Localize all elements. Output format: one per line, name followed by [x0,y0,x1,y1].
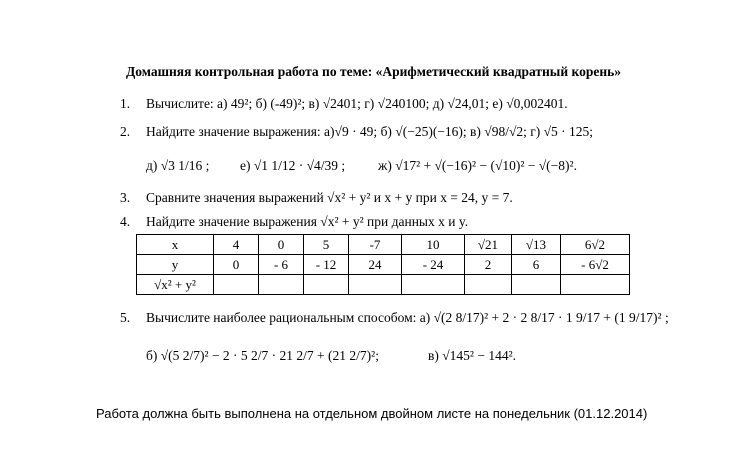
table-cell-empty [465,275,512,295]
table-cell: -7 [349,235,402,255]
table-cell-empty [304,275,349,295]
task-2-item-e: е) √1 1/12 · √4/39 ; [240,158,346,173]
task-2-line-1 [120,124,593,140]
table-cell-empty [259,275,304,295]
task-3-number: 3. [120,190,131,205]
task-5-text: Вычислите наиболее рациональным способом: а) √(2 8/17)² + 2 · 2 8/17 · 1 9/17 + (1 9/17)² ; [146,310,669,325]
task-3-text: Сравните значения выражений √x² + y² и x + y при x = 24, y = 7. [146,190,513,205]
table-cell: √21 [465,235,512,255]
table-cell: 10 [402,235,465,255]
task-3 [120,190,513,206]
table-cell-empty [561,275,630,295]
table-cell: - 6√2 [561,255,630,275]
footer-note: Работа должна быть выполнена на отдельном двойном листе на понедельник (01.12.2014) [96,406,648,421]
task-5-item-v: в) √145² − 144². [428,348,516,363]
table-cell: 0 [259,235,304,255]
table-row-x [137,235,630,255]
task-4-number: 4. [120,214,131,229]
task-4-text: Найдите значение выражения √x² + y² при данных x и y. [146,214,469,229]
table-cell: √13 [512,235,561,255]
table-header-y: y [137,255,214,275]
task-5-item-b: б) √(5 2/7)² − 2 · 5 2/7 · 21 2/7 + (21 2/7)²; [146,348,379,363]
page-title: Домашняя контрольная работа по теме: «Арифметический квадратный корень» [126,64,621,79]
task-1-number: 1. [120,96,131,111]
task-5-number: 5. [120,310,131,325]
table-cell: 24 [349,255,402,275]
table-cell: 6√2 [561,235,630,255]
values-table [136,234,630,295]
task-1 [120,96,568,112]
table-header-x: x [137,235,214,255]
table-row-y [137,255,630,275]
task-4 [120,214,468,230]
table-row-expression [137,275,630,295]
table-cell-empty [214,275,259,295]
table-cell: - 12 [304,255,349,275]
task-5-line-1 [120,310,669,326]
task-1-text: Вычислите: а) 49²; б) (-49)²; в) √2401; г) √240100; д) √24,01; е) √0,002401. [146,96,568,111]
table-cell-empty [349,275,402,295]
table-cell: 6 [512,255,561,275]
task-2-item-d: д) √3 1/16 ; [146,158,210,173]
table-cell: 4 [214,235,259,255]
table-cell: 2 [465,255,512,275]
table-cell: - 24 [402,255,465,275]
table-cell: 0 [214,255,259,275]
task-2-number: 2. [120,124,131,139]
table-cell: - 6 [259,255,304,275]
table-cell-empty [512,275,561,295]
table-cell-empty [402,275,465,295]
table-cell: 5 [304,235,349,255]
task-2-text: Найдите значение выражения: а)√9 · 49; б) √(−25)(−16); в) √98/√2; г) √5 · 125; [146,124,594,139]
table-header-expression: √x² + y² [137,275,214,295]
task-2-item-zh: ж) √17² + √(−16)² − (√10)² − √(−8)². [378,158,577,173]
